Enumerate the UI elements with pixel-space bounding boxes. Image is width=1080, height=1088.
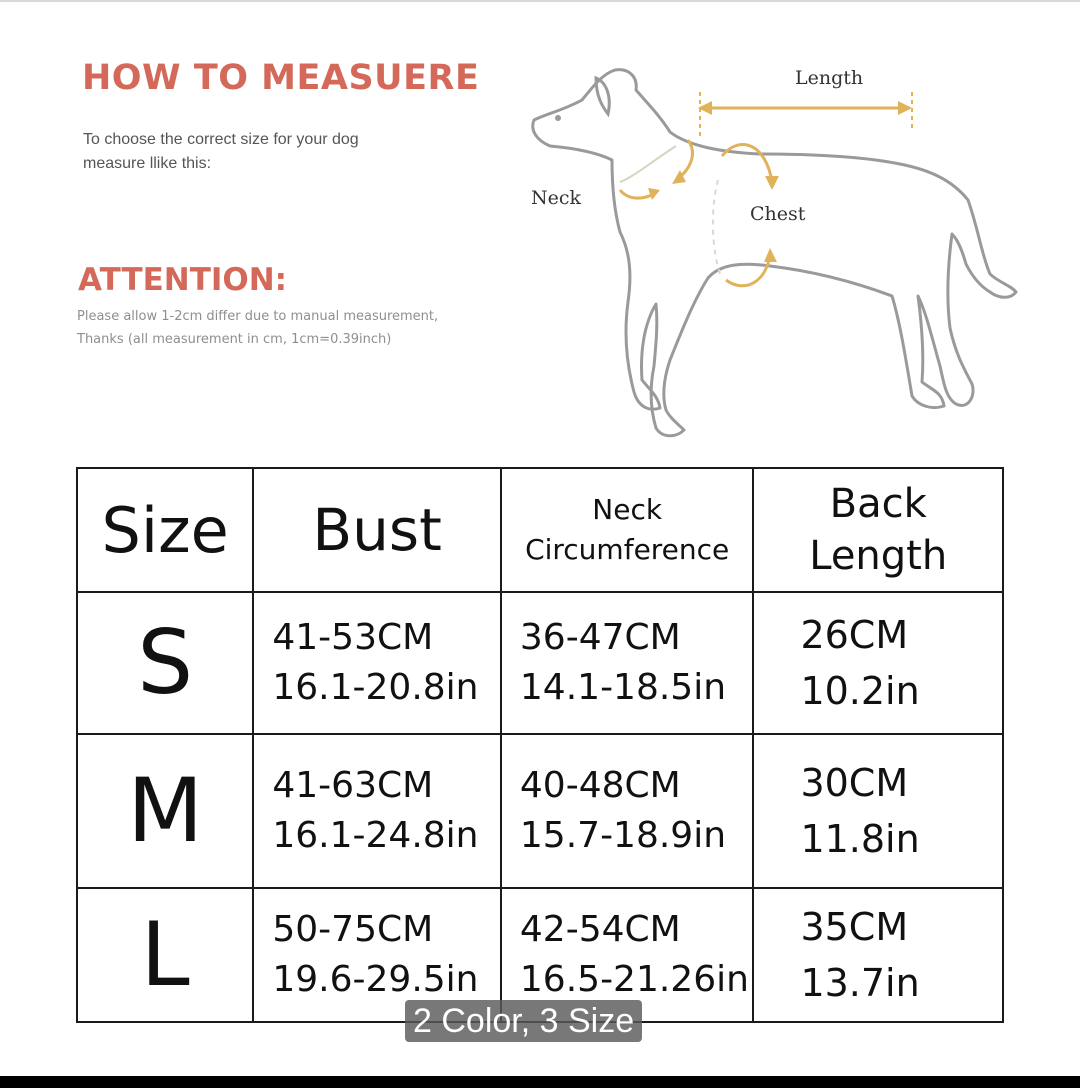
- chest-guide-line: [713, 180, 720, 274]
- back-length-cell: [753, 888, 1003, 1022]
- back-length-cell: [753, 734, 1003, 888]
- intro-line-2: measure llike this:: [83, 155, 212, 172]
- variant-caption: 2 Color, 3 Size: [405, 1000, 642, 1042]
- attention-note-line-1: Please allow 1-2cm differ due to manual measurement,: [77, 309, 439, 324]
- bust-in: 16.1-24.8in: [272, 815, 479, 856]
- back-cm: 30CM: [800, 761, 909, 805]
- header-size: Size: [77, 468, 253, 592]
- neck-cm: 36-47CM: [519, 617, 681, 658]
- neck-guide-line: [620, 146, 676, 182]
- back-cm: 26CM: [800, 613, 909, 657]
- header-back-line-2: Length: [809, 533, 948, 579]
- size-cell: L: [77, 888, 253, 1022]
- bust-cm: 50-75CM: [272, 909, 434, 950]
- chest-arrow-top-head: [765, 176, 779, 190]
- chest-arrow-bottom-head: [764, 248, 777, 262]
- bottom-bar: [0, 1076, 1080, 1088]
- chest-arrow-bottom: [726, 256, 770, 286]
- table-row: [77, 592, 1003, 734]
- back-cm: 35CM: [800, 905, 909, 949]
- intro-line-1: To choose the correct size for your dog: [83, 131, 359, 148]
- neck-in: 14.1-18.5in: [519, 667, 727, 708]
- back-in: 11.8in: [800, 817, 920, 861]
- intro-text: [83, 128, 443, 176]
- chest-label: Chest: [750, 203, 806, 225]
- length-label: Length: [795, 67, 864, 89]
- top-divider: [0, 0, 1080, 2]
- attention-title: ATTENTION:: [78, 262, 288, 298]
- header-neck-line-1: Neck: [592, 493, 663, 526]
- bust-cell: [253, 592, 501, 734]
- back-length-cell: [753, 592, 1003, 734]
- neck-cm: 40-48CM: [519, 765, 681, 806]
- header-neck-line-2: Circumference: [525, 533, 730, 566]
- header-neck-circumference: [501, 468, 754, 592]
- header-back-line-1: Back: [829, 481, 927, 527]
- size-cell: S: [77, 592, 253, 734]
- size-chart-table: [76, 467, 1004, 1023]
- length-arrow-right-head: [898, 101, 912, 115]
- neck-cell: [501, 592, 754, 734]
- table-header-row: [77, 468, 1003, 592]
- neck-in: 16.5-21.26in: [519, 959, 749, 1000]
- back-in: 13.7in: [800, 961, 920, 1005]
- attention-note-line-2: Thanks (all measurement in cm, 1cm=0.39inch): [77, 332, 392, 347]
- table-row: [77, 734, 1003, 888]
- neck-arrow-bottom: [620, 190, 654, 198]
- neck-label: Neck: [531, 187, 582, 209]
- bust-in: 16.1-20.8in: [272, 667, 479, 708]
- bust-cm: 41-63CM: [272, 765, 434, 806]
- neck-cell: [501, 734, 754, 888]
- dog-eye: [555, 115, 561, 121]
- measure-title: HOW TO MEASUERE: [82, 58, 480, 98]
- bust-cell: [253, 734, 501, 888]
- dog-outline-icon: [520, 60, 1030, 450]
- dog-body-outline: [533, 70, 1016, 436]
- neck-arrow-bottom-head: [648, 188, 660, 200]
- bust-in: 19.6-29.5in: [272, 959, 479, 1000]
- chest-arrow-top: [722, 144, 772, 182]
- header-back-length: [753, 468, 1003, 592]
- header-bust: Bust: [253, 468, 501, 592]
- back-in: 10.2in: [800, 669, 920, 713]
- neck-in: 15.7-18.9in: [519, 815, 727, 856]
- size-cell: M: [77, 734, 253, 888]
- neck-cm: 42-54CM: [519, 909, 681, 950]
- bust-cm: 41-53CM: [272, 617, 434, 658]
